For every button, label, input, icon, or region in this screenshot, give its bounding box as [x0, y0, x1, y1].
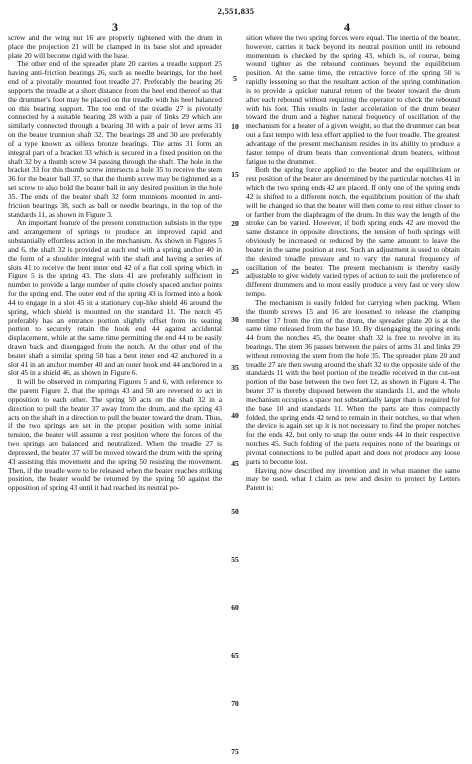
- left-column-number: 3: [112, 20, 118, 34]
- paragraph: sition where the two spring forces were equal. The inertia of the beater, however, carries it back beyond its neutral position until its rebound momentum is checked by the spring 43, which is, of course, being wound tighter as the rebound continues beyond the equilibrium position. At the same time, the retractive force of the spring 50 is rapidly lessening so that the resultant action of the spring combination is to provide a quicker natural return of the beater toward the drum after each rebound without requiring the operator to check the rebound with his foot. This results in faster acceleration of the drum beater toward the drum and a higher natural frequency of oscillation of the mechanism for a beater of a given weight, so that the drummer can beat out a fast tempo with less effort applied to the foot treadle. The greatest advantage of the present mechanism resides in its ability to produce a faster tempo of drum beats than conventional drum beaters, without fatigue to the drummer.: [246, 33, 460, 166]
- line-number: 35: [231, 363, 239, 372]
- patent-number: 2,551,835: [217, 6, 255, 16]
- line-number: 10: [231, 122, 239, 131]
- paragraph: The other end of the spreader plate 20 carries a treadle support 25 having anti-friction bearings 26, such as needle bearings, for the heel end of a pivotally mounted foot treadle 27. Preferably the bearing 26 supports the treadle at a short distance from the heel end thereof so that the drummer's foot may be placed on the treadle with his heel balanced on this bearing support. The toe end of the treadle 27 is pivotally connected by a suitable bearing 28 with a pair of links 29 which are similarly connected through a bearing 30 with a pair of lever arms 31 on the beater trunnion shaft 32. The bearings 28 and 30 are preferably of a type known as oilless bronze bearings. The arms 31 form an integral part of a bracket 33 which is secured in a fixed position on the shaft 32 by a thumb screw 34 passing through the shaft. The hole in the bracket 33 for this thumb screw intersects a hole 35 to receive the stem 36 for the beater ball 37, so that the thumb screw may be tightened as a set screw to also hold the beater ball in any desired position in the hole 35. The ends of the beater shaft 32 form trunnions mounted in anti-friction bearings 38, such as ball or needle bearings, in the top of the standards 11, as shown in Figure 3.: [8, 59, 222, 219]
- line-number-gutter: [226, 34, 244, 754]
- line-number: 50: [231, 507, 239, 516]
- paragraph: An important feature of the present construction subsists in the type and arrangement of springs to produce an improved rapid and substantially effortless action in the mechanism. As shown in Figures 5 and 6, the shaft 32 is provided at each end with a spring anchor 40 in the form of a shoulder integral with the shaft and having a series of slots 41 to receive the bent inner end 42 of a flat coil spring which in Figure 5 is the spring 43. The slots 41 are preferably sufficient in number to provide a large number of quite closely spaced anchor points for the spring end. The outer end of the spring 43 is formed into a hook 44 to engage in a slot 45 in a stationary cup-like shield 46 around the spring, which shield is mounted on the standard 11. The notch 45 preferably has an entrance portion slightly offset from its seating portion to securely retain the hook end 44 against accidental displacement, while at the same time permitting the end 44 to be easily drawn back and disengaged from the notch. At the other end of the beater shaft a similar spring 50 has a bent inner end 42 anchored in a slot 41 in an anchor member 40 and an outer hook end 44 anchored in a slot 45 in a shield 46, as shown in Figure 6.: [8, 218, 222, 378]
- line-number: 45: [231, 459, 239, 468]
- line-number: 65: [231, 651, 239, 660]
- line-number: 60: [231, 603, 239, 612]
- right-column-number: 4: [344, 20, 350, 34]
- line-number: 70: [231, 699, 239, 708]
- paragraph: The mechanism is easily folded for carrying when packing. When the thumb screws 15 and 16 are loosened to release the clamping member 17 from the rim of the drum, the spreader plate 20 is at the same time released from the base 10. By disengaging the spring ends 44 from the notches 45, the beater shaft 32 is free to revolve in its bearings. The stem 36 passes between the pairs of arms 31 and links 29 without removing the stem from the hole 35. The spreader plate 20 and treadle 27 are then swung around the shaft 32 to the opposite side of the standards 11 with the heel portion of the treadle received in the cut-out portion of the base between the two feet 12, as shown in Figure 4. The beater 37 is thereby disposed between the standards 11, and the whole mechanism occupies a space not substantially larger than is required for the base 10 and standards 11. When the parts are thus compactly folded, the spring ends 42 tend to remain in their notches, so that when the device is again set up it is not necessary to find the proper notches for the ends 42, but only to snap the outer ends 44 in their respective notches 45. Such folding of the parts requires none of the bearings or pivotal connections to be pulled apart and does not produce any loose parts to become lost.: [246, 297, 460, 466]
- line-number: 55: [231, 555, 239, 564]
- paragraph: Having now described my invention and in what manner the same may be used, what I claim as new and desire to protect by Letters Patent is:: [246, 465, 460, 493]
- paragraph: Both the spring force applied to the beater and the equilibrium or rest position of the beater are determined by the particular notches 41 in which the two spring ends 42 are placed. If only one of the spring ends 42 is shifted to a different notch, the equilibrium position of the shaft will be changed so that the beater will then come to rest either closer to or farther from the diaphragm of the drum. In this way the length of the stroke can be varied. However, if both spring ends 42 are moved the same distance in opposite directions, the tension of both springs will obviously be increased or reduced by the same amount to leave the beater in the same position at rest. Such an adjustment is used to obtain the desired treadle pressure and to vary the natural frequency of oscillation of the beater. The present mechanism is thereby easily adjustable to give widely varied types of action to suit the preference of different drummers and to most easily produce a very fast or very slow tempo.: [246, 165, 460, 299]
- line-number: 30: [231, 315, 239, 324]
- paragraph: screw and the wing nut 16 are properly tightened with the drum in place the projection 21 will be clamped in its base slot and spreader plate 20 will become rigid with the base.: [8, 33, 222, 60]
- left-text-column: [8, 34, 222, 493]
- right-text-column: [246, 34, 460, 493]
- line-number: 40: [231, 411, 239, 420]
- line-number: 15: [231, 170, 239, 179]
- paragraph: It will be observed in comparing Figures 5 and 6, with reference to the parent Figure 2, that the springs 43 and 50 are reversed to act in opposition to each other. The spring 50 acts on the shaft 32 in a direction to pull the beater 37 away from the drum, and the spring 43 acts on the shaft in a direction to pull the beater toward the drum. Thus, if the two springs are set in the proper position with some initial tension, the beater will assume a rest position where the forces of the two springs are balanced and neutralized. When the treadle 27 is depressed, the beater 37 will be moved toward the drum with the spring 43 assisting this movement and the spring 50 resisting the movement. Then, if the treadle were to be released when the beater reaches striking position, the beater would be returned by the spring 50 against the opposition of spring 43 until it had reached its neutral po-: [8, 377, 222, 493]
- line-number: 25: [231, 267, 239, 276]
- line-number: 20: [231, 219, 239, 228]
- line-number: 5: [233, 74, 237, 83]
- line-number: 75: [231, 747, 239, 756]
